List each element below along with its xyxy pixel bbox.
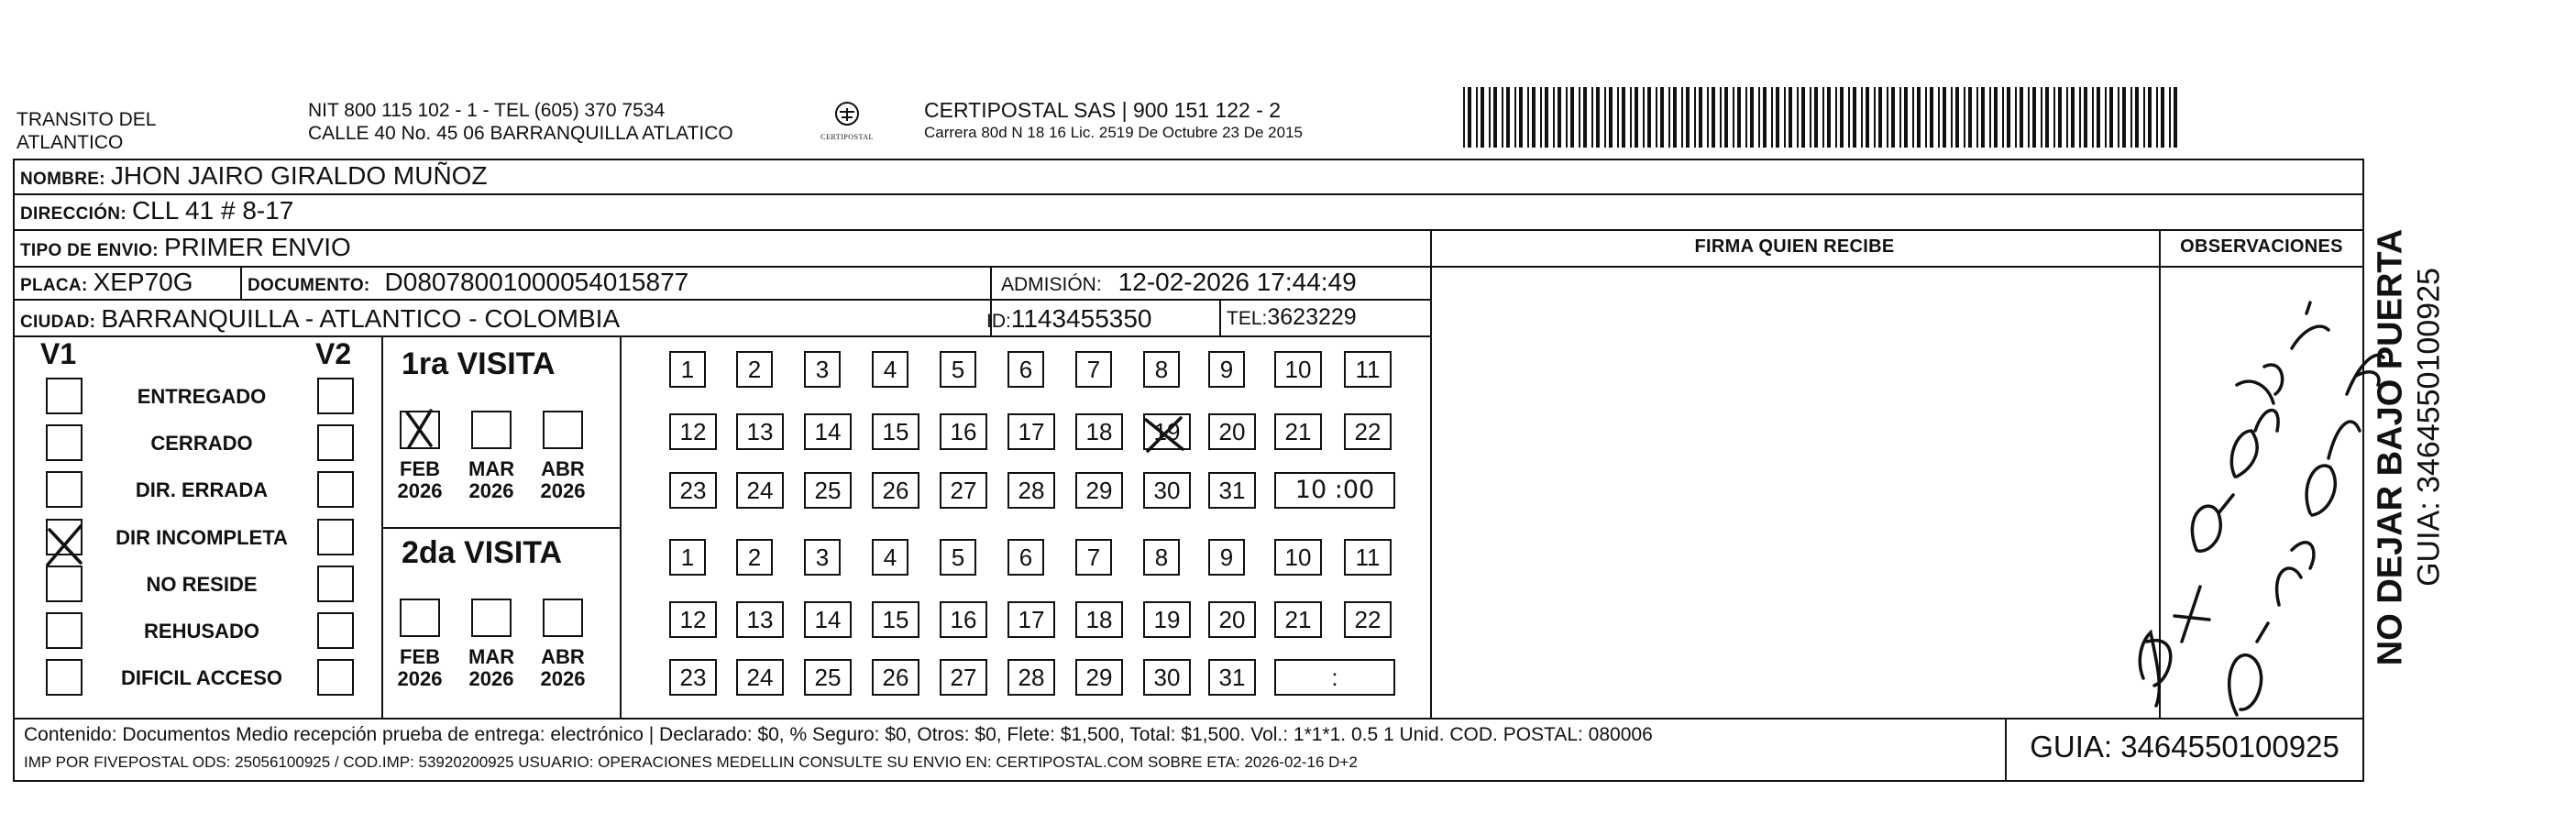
- month-name: MAR: [468, 457, 515, 480]
- day-box[interactable]: 13: [736, 413, 784, 450]
- day-box[interactable]: 11: [1344, 539, 1392, 576]
- day-box[interactable]: 10: [1274, 351, 1322, 388]
- handwriting-stroke: [2174, 587, 2209, 642]
- day-box[interactable]: 16: [940, 413, 987, 450]
- issuer-line1: TRANSITO DEL: [17, 109, 157, 130]
- check-mark-feb: [407, 411, 431, 447]
- day-box[interactable]: 1: [669, 351, 706, 388]
- footer-guia: GUIA: 3464550100925: [2030, 730, 2339, 764]
- status-label: DIR. ERRADA: [135, 478, 269, 501]
- day-box[interactable]: 12: [669, 413, 717, 450]
- month-year: 2026: [468, 479, 514, 502]
- ciudad-value: BARRANQUILLA - ATLANTICO - COLOMBIA: [101, 304, 621, 333]
- day-box[interactable]: 7: [1075, 351, 1112, 388]
- guia-vertical: GUIA: 3464550100925: [2411, 268, 2447, 588]
- day-box[interactable]: 30: [1143, 659, 1191, 696]
- status-label: CERRADO: [150, 432, 253, 455]
- month-year: 2026: [397, 667, 443, 690]
- placa-label: PLACA:: [20, 276, 88, 295]
- day-box[interactable]: 10: [1274, 539, 1322, 576]
- status-label: ENTREGADO: [137, 385, 267, 408]
- handwriting-stroke: [2277, 543, 2314, 605]
- day-box[interactable]: 6: [1007, 351, 1044, 388]
- direccion-label: DIRECCIÓN:: [20, 204, 127, 224]
- day-box[interactable]: 17: [1007, 413, 1055, 450]
- company-line: CERTIPOSTAL SAS | 900 151 122 - 2: [924, 98, 1282, 122]
- nombre-label: NOMBRE:: [20, 170, 105, 189]
- nombre-value: JHON JAIRO GIRALDO MUÑOZ: [110, 161, 488, 190]
- day-box[interactable]: 20: [1208, 601, 1256, 638]
- day-box[interactable]: 30: [1143, 472, 1191, 509]
- check-mark-day-19: [1146, 418, 1183, 451]
- no-dejar-label: NO DEJAR BAJO PUERTA: [2371, 228, 2410, 666]
- day-box[interactable]: 25: [804, 472, 852, 509]
- day-box[interactable]: 27: [940, 472, 987, 509]
- month-year: 2026: [397, 479, 443, 502]
- month-name: FEB: [400, 457, 440, 480]
- second-visit-label: 2da VISITA: [402, 535, 563, 570]
- day-box[interactable]: 16: [940, 601, 987, 638]
- day-box[interactable]: 18: [1075, 601, 1123, 638]
- address-line: CALLE 40 No. 45 06 BARRANQUILLA ATLATICO: [308, 123, 733, 144]
- tel-label: TEL:: [1227, 308, 1268, 329]
- status-label: DIFICIL ACCESO: [120, 666, 282, 689]
- tel-value: 3623229: [1267, 304, 1357, 330]
- nit-line: NIT 800 115 102 - 1 - TEL (605) 370 7534: [308, 100, 666, 121]
- day-box[interactable]: 15: [872, 413, 919, 450]
- day-box[interactable]: 9: [1208, 351, 1245, 388]
- handwriting-stroke: [2237, 365, 2283, 403]
- day-box[interactable]: 27: [940, 659, 987, 696]
- admision-label: ADMISIÓN:: [1001, 274, 1102, 295]
- day-box[interactable]: 22: [1344, 413, 1392, 450]
- side-strip-guia: [2411, 200, 2448, 695]
- day-box[interactable]: 4: [872, 351, 908, 388]
- day-box[interactable]: 6: [1007, 539, 1044, 576]
- day-box[interactable]: 21: [1274, 601, 1322, 638]
- day-box[interactable]: 14: [804, 601, 852, 638]
- handwriting-stroke: [2140, 632, 2170, 706]
- documento-label: DOCUMENTO:: [248, 276, 370, 295]
- documento-value: D08078001000054015877: [384, 268, 689, 296]
- day-box[interactable]: 2: [736, 539, 773, 576]
- direccion-value: CLL 41 # 8-17: [131, 196, 294, 225]
- admision-value: 12-02-2026 17:44:49: [1117, 268, 1357, 296]
- day-box[interactable]: 14: [804, 413, 852, 450]
- day-box[interactable]: 23: [669, 472, 717, 509]
- handwriting-stroke: [2231, 411, 2278, 478]
- day-box[interactable]: 15: [872, 601, 919, 638]
- day-box[interactable]: 23: [669, 659, 717, 696]
- issuer-line2: ATLANTICO: [17, 132, 124, 153]
- id-value: 1143455350: [1010, 304, 1152, 333]
- day-box[interactable]: 29: [1075, 472, 1123, 509]
- handwriting-stroke: [2192, 495, 2233, 551]
- ciudad-label: CIUDAD:: [20, 313, 96, 332]
- status-label: REHUSADO: [144, 620, 259, 643]
- imp-line: IMP POR FIVEPOSTAL ODS: 25056100925 / COD.IMP: 53920200925 USUARIO: OPERACIONES MEDELLIN CONSULTE SU ENVIO EN: CERTIPOSTAL.COM SOBRE ETA: 2026-02-16 D+2: [24, 753, 1358, 771]
- day-box[interactable]: 2: [736, 351, 773, 388]
- license-line: Carrera 80d N 18 16 Lic. 2519 De Octubre 23 De 2015: [924, 124, 1303, 141]
- observaciones-label: OBSERVACIONES: [2180, 236, 2343, 257]
- handwriting-stroke: [2229, 623, 2268, 715]
- day-box[interactable]: 19: [1143, 413, 1191, 450]
- id-label: ID:: [986, 311, 1011, 332]
- day-box[interactable]: 13: [736, 601, 784, 638]
- day-box[interactable]: 8: [1143, 351, 1180, 388]
- v1-label: V1: [40, 337, 77, 370]
- day-box[interactable]: 9: [1208, 539, 1245, 576]
- day-box[interactable]: 5: [940, 539, 976, 576]
- day-box[interactable]: 18: [1075, 413, 1123, 450]
- month-year: 2026: [468, 667, 514, 690]
- day-box[interactable]: 31: [1208, 472, 1256, 509]
- day-box[interactable]: 1: [669, 539, 706, 576]
- month-year: 2026: [540, 667, 586, 690]
- day-box[interactable]: 26: [872, 472, 919, 509]
- day-box[interactable]: 22: [1344, 601, 1392, 638]
- handwriting-stroke: [2306, 422, 2360, 515]
- day-box[interactable]: 11: [1344, 351, 1392, 388]
- tipo-label: TIPO DE ENVIO:: [20, 241, 159, 260]
- day-box[interactable]: 4: [872, 539, 908, 576]
- month-name: FEB: [400, 645, 440, 668]
- side-strip: [2371, 200, 2411, 695]
- day-box[interactable]: 5: [940, 351, 976, 388]
- logo-text: CERTIPOSTAL: [820, 133, 874, 141]
- month-name: ABR: [541, 457, 585, 480]
- day-box[interactable]: 25: [804, 659, 852, 696]
- status-label: DIR INCOMPLETA: [116, 526, 288, 549]
- placa-value: XEP70G: [93, 268, 193, 296]
- tipo-value: PRIMER ENVIO: [163, 233, 351, 261]
- day-box[interactable]: 24: [736, 472, 784, 509]
- day-box[interactable]: 29: [1075, 659, 1123, 696]
- day-box[interactable]: 28: [1007, 659, 1055, 696]
- first-visit-label: 1ra VISITA: [402, 346, 556, 381]
- month-name: ABR: [541, 645, 585, 668]
- day-box[interactable]: 21: [1274, 413, 1322, 450]
- day-box[interactable]: 19: [1143, 601, 1191, 638]
- day-box[interactable]: 17: [1007, 601, 1055, 638]
- status-label: NO RESIDE: [146, 573, 258, 596]
- day-box[interactable]: 24: [736, 659, 784, 696]
- day-box[interactable]: 3: [804, 351, 841, 388]
- day-box[interactable]: 12: [669, 601, 717, 638]
- day-box[interactable]: 26: [872, 659, 919, 696]
- v2-label: V2: [315, 337, 352, 370]
- contenido-line: Contenido: Documentos Medio recepción prueba de entrega: electrónico | Declarado: $0, % Seguro: $0, Otros: $0, Flete: $1,500, Total: $1,500. Vol.: 1*1*1. 0.5 1 Unid. COD. POSTAL: 080006: [24, 724, 1653, 745]
- day-box[interactable]: 28: [1007, 472, 1055, 509]
- firma-label: FIRMA QUIEN RECIBE: [1694, 236, 1895, 257]
- month-name: MAR: [468, 645, 515, 668]
- time-box-visit1[interactable]: 10 :00: [1274, 472, 1395, 509]
- day-box[interactable]: 20: [1208, 413, 1256, 450]
- handwriting-stroke: [2292, 302, 2328, 348]
- day-box[interactable]: 7: [1075, 539, 1112, 576]
- check-mark-dir-incompleta: [48, 526, 81, 565]
- day-box[interactable]: 8: [1143, 539, 1180, 576]
- day-box[interactable]: 31: [1208, 659, 1256, 696]
- time-box-visit2[interactable]: :: [1274, 659, 1395, 696]
- day-box[interactable]: 3: [804, 539, 841, 576]
- month-year: 2026: [540, 479, 586, 502]
